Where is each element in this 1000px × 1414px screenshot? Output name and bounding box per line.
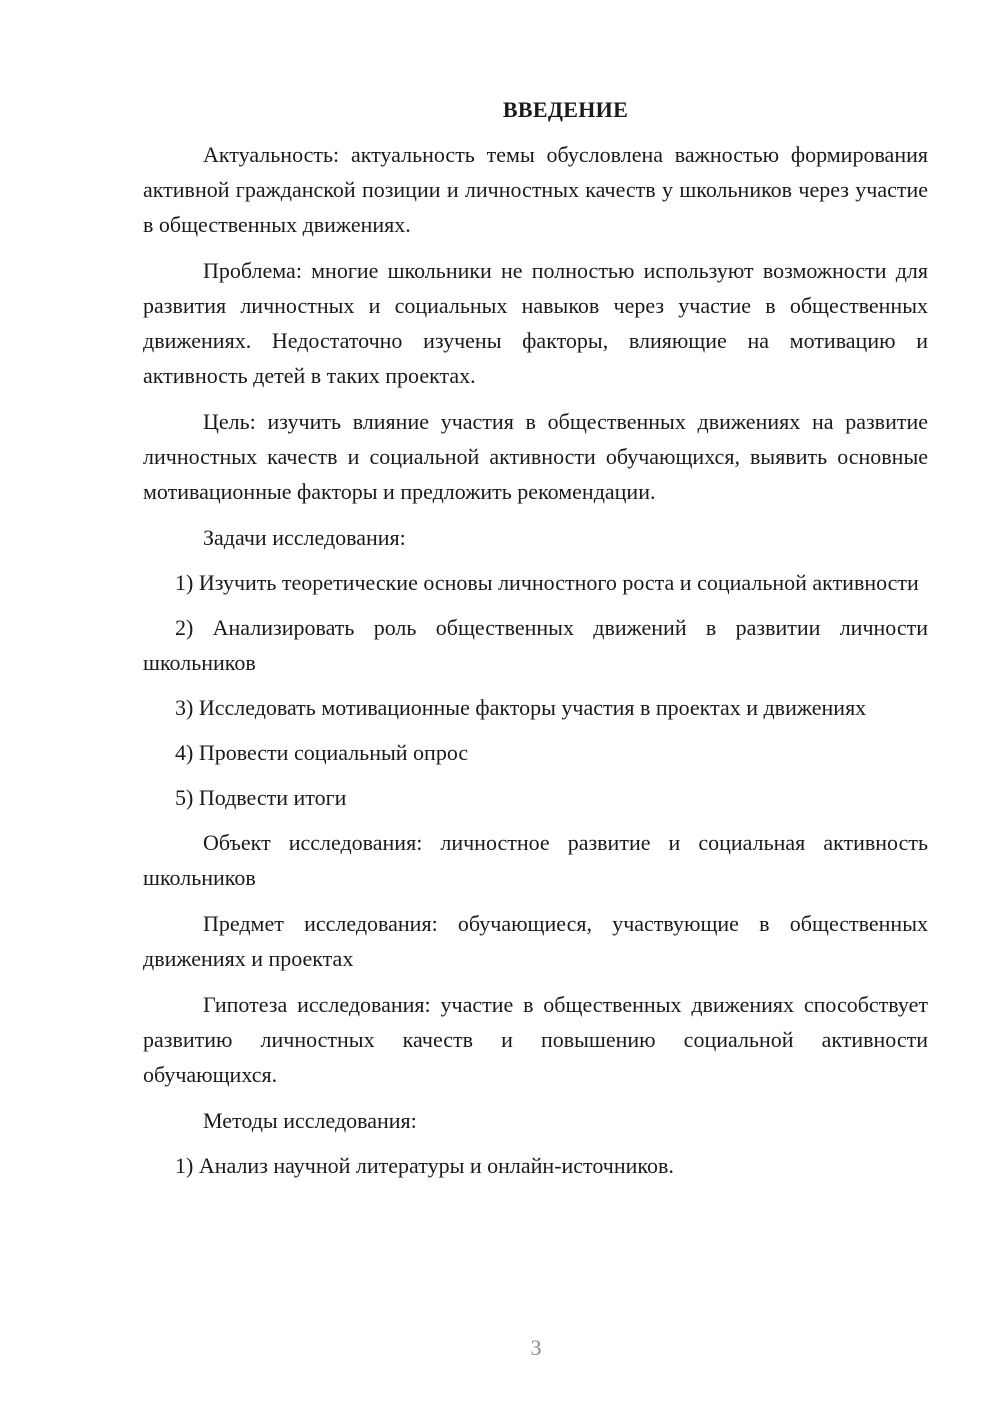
problem-paragraph: Проблема: многие школьники не полностью используют возможности для развития личностных и социальных навыков через участие в общественных движениях. Недостаточно изучены факторы, влияющие на мотивацию и активность детей в таких проектах. [143, 258, 928, 388]
tasks-heading: Задачи исследования: [203, 525, 406, 550]
hypothesis-paragraph: Гипотеза исследования: участие в общественных движениях способствует развитию личностных качеств и повышению социальной активности обучающихся. [143, 992, 928, 1087]
page-number: 3 [530, 1335, 542, 1360]
object-paragraph: Объект исследования: личностное развитие и социальная активность школьников [143, 830, 928, 890]
task-item: 2) Анализировать роль общественных движений в развитии личности школьников [143, 615, 928, 675]
methods-heading: Методы исследования: [203, 1108, 417, 1133]
task-item: 4) Провести социальный опрос [175, 740, 469, 765]
section-title: ВВЕДЕНИЕ [502, 97, 629, 122]
subject-paragraph: Предмет исследования: обучающиеся, участвующие в общественных движениях и проектах [143, 911, 928, 971]
page-content [143, 92, 928, 1193]
relevance-paragraph: Актуальность: актуальность темы обусловлена важностью формирования активной гражданской позиции и личностных качеств у школьников через участие в общественных движениях. [143, 142, 928, 237]
task-item: 3) Исследовать мотивационные факторы участия в проектах и движениях [175, 695, 867, 720]
goal-paragraph: Цель: изучить влияние участия в общественных движениях на развитие личностных качеств и социальной активности обучающихся, выявить основные мотивационные факторы и предложить рекомендации. [143, 409, 928, 504]
task-item: 5) Подвести итоги [175, 785, 347, 810]
task-item: 1) Изучить теоретические основы личностного роста и социальной активности [175, 570, 919, 595]
method-item: 1) Анализ научной литературы и онлайн-источников. [175, 1153, 674, 1178]
